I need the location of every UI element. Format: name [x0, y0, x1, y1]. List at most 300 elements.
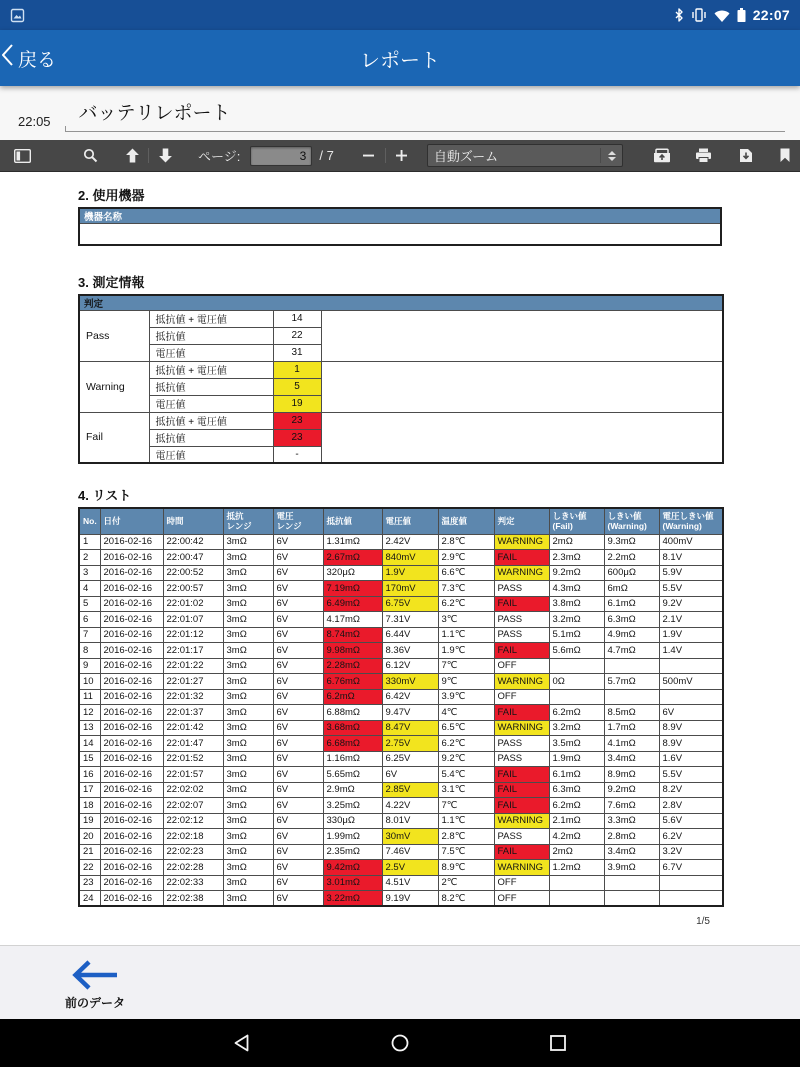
- page-number-input[interactable]: [250, 146, 312, 166]
- cell-threshold-fail: 2.1mΩ: [549, 813, 604, 829]
- cell-no: 5: [79, 596, 100, 612]
- bluetooth-icon: [674, 8, 684, 22]
- cell-no: 24: [79, 891, 100, 907]
- cell-voltage-range: 6V: [273, 860, 323, 876]
- cell-temperature-value: 9℃: [438, 674, 494, 690]
- cell-temperature-value: 2.8℃: [438, 534, 494, 550]
- cell-time: 22:02:28: [163, 860, 223, 876]
- cell-voltage-threshold-warning: 5.5V: [659, 767, 723, 783]
- cell-voltage-range: 6V: [273, 565, 323, 581]
- list-row: [79, 767, 723, 783]
- judge-criteria: 電圧値: [149, 395, 273, 412]
- cell-time: 22:02:07: [163, 798, 223, 814]
- zoom-out-icon: [362, 149, 375, 162]
- cell-voltage-threshold-warning: 400mV: [659, 534, 723, 550]
- list-col-header: 日付: [100, 508, 163, 534]
- cell-threshold-warning: [604, 658, 659, 674]
- cell-threshold-fail: 3.2mΩ: [549, 612, 604, 628]
- list-row: [79, 627, 723, 643]
- cell-voltage-range: 6V: [273, 596, 323, 612]
- cell-judgment: OFF: [494, 875, 549, 891]
- cell-no: 1: [79, 534, 100, 550]
- cell-voltage-value: 4.51V: [382, 875, 438, 891]
- cell-resistance-value: 1.31mΩ: [323, 534, 382, 550]
- pdf-page[interactable]: [0, 172, 800, 945]
- cell-no: 6: [79, 612, 100, 628]
- cell-date: 2016-02-16: [100, 891, 163, 907]
- cell-time: 22:01:02: [163, 596, 223, 612]
- cell-temperature-value: 1.9℃: [438, 643, 494, 659]
- cell-voltage-value: 4.22V: [382, 798, 438, 814]
- cell-voltage-value: 8.36V: [382, 643, 438, 659]
- cell-temperature-value: 6.2℃: [438, 736, 494, 752]
- cell-resistance-range: 3mΩ: [223, 798, 273, 814]
- cell-judgment: PASS: [494, 627, 549, 643]
- cell-resistance-value: 6.68mΩ: [323, 736, 382, 752]
- cell-time: 22:01:47: [163, 736, 223, 752]
- cell-date: 2016-02-16: [100, 534, 163, 550]
- nav-recents-button[interactable]: [538, 1023, 578, 1063]
- cell-voltage-threshold-warning: 8.1V: [659, 550, 723, 566]
- list-row: [79, 705, 723, 721]
- cell-voltage-range: 6V: [273, 767, 323, 783]
- cell-threshold-fail: 6.2mΩ: [549, 798, 604, 814]
- left-arrow-icon: [71, 958, 119, 992]
- cell-no: 10: [79, 674, 100, 690]
- cell-resistance-value: 7.19mΩ: [323, 581, 382, 597]
- page-title: レポート: [360, 49, 440, 72]
- list-row: [79, 658, 723, 674]
- judge-criteria: 抵抗値: [149, 378, 273, 395]
- cell-voltage-range: 6V: [273, 658, 323, 674]
- list-row: [79, 534, 723, 550]
- cell-date: 2016-02-16: [100, 627, 163, 643]
- cell-temperature-value: 4℃: [438, 705, 494, 721]
- cell-resistance-range: 3mΩ: [223, 627, 273, 643]
- recents-icon: [548, 1033, 568, 1053]
- cell-voltage-threshold-warning: 2.8V: [659, 798, 723, 814]
- cell-resistance-value: 2.9mΩ: [323, 782, 382, 798]
- cell-time: 22:00:52: [163, 565, 223, 581]
- cell-judgment: WARNING: [494, 720, 549, 736]
- cell-voltage-value: 330mV: [382, 674, 438, 690]
- cell-voltage-range: 6V: [273, 627, 323, 643]
- cell-threshold-fail: 5.6mΩ: [549, 643, 604, 659]
- cell-voltage-value: 170mV: [382, 581, 438, 597]
- cell-voltage-threshold-warning: 8.9V: [659, 736, 723, 752]
- cell-no: 22: [79, 860, 100, 876]
- cell-voltage-range: 6V: [273, 643, 323, 659]
- cell-date: 2016-02-16: [100, 875, 163, 891]
- cell-threshold-warning: [604, 891, 659, 907]
- cell-no: 16: [79, 767, 100, 783]
- cell-resistance-range: 3mΩ: [223, 875, 273, 891]
- cell-time: 22:01:52: [163, 751, 223, 767]
- previous-data-button[interactable]: [50, 954, 140, 1011]
- cell-time: 22:00:42: [163, 534, 223, 550]
- judge-criteria: 電圧値: [149, 446, 273, 463]
- cell-voltage-value: 2.85V: [382, 782, 438, 798]
- cell-resistance-range: 3mΩ: [223, 565, 273, 581]
- judge-empty-cell: [321, 412, 723, 463]
- judge-criteria: 抵抗値: [149, 429, 273, 446]
- cell-threshold-fail: 4.3mΩ: [549, 581, 604, 597]
- cell-voltage-range: 6V: [273, 891, 323, 907]
- cell-temperature-value: 3℃: [438, 612, 494, 628]
- cell-voltage-threshold-warning: 6.2V: [659, 829, 723, 845]
- cell-judgment: FAIL: [494, 798, 549, 814]
- cell-date: 2016-02-16: [100, 767, 163, 783]
- list-row: [79, 751, 723, 767]
- cell-threshold-warning: 1.7mΩ: [604, 720, 659, 736]
- cell-judgment: PASS: [494, 612, 549, 628]
- list-tbody: [79, 534, 723, 906]
- cell-temperature-value: 7.3℃: [438, 581, 494, 597]
- list-row: [79, 689, 723, 705]
- cell-voltage-threshold-warning: 2.1V: [659, 612, 723, 628]
- list-col-header: No.: [79, 508, 100, 534]
- status-bar: [0, 0, 800, 30]
- judge-empty-cell: [321, 361, 723, 412]
- judge-count: 14: [273, 310, 321, 327]
- nav-back-button[interactable]: [222, 1023, 262, 1063]
- page-down-button[interactable]: [152, 143, 178, 169]
- cell-resistance-value: 8.74mΩ: [323, 627, 382, 643]
- cell-threshold-warning: 2.8mΩ: [604, 829, 659, 845]
- bookmark-button[interactable]: [772, 143, 798, 169]
- report-title: バッテリレポート: [78, 103, 231, 124]
- cell-date: 2016-02-16: [100, 705, 163, 721]
- sidebar-toggle-button[interactable]: [9, 143, 35, 169]
- list-row: [79, 565, 723, 581]
- cell-date: 2016-02-16: [100, 751, 163, 767]
- cell-resistance-range: 3mΩ: [223, 891, 273, 907]
- cell-voltage-value: 1.9V: [382, 565, 438, 581]
- cell-voltage-value: 6.42V: [382, 689, 438, 705]
- cell-resistance-range: 3mΩ: [223, 782, 273, 798]
- cell-resistance-value: 1.16mΩ: [323, 751, 382, 767]
- cell-resistance-range: 3mΩ: [223, 643, 273, 659]
- cell-resistance-range: 3mΩ: [223, 534, 273, 550]
- cell-voltage-range: 6V: [273, 875, 323, 891]
- judge-empty-cell: [321, 310, 723, 361]
- screenshot-icon: [10, 8, 25, 23]
- cell-voltage-threshold-warning: 500mV: [659, 674, 723, 690]
- bookmark-icon: [779, 148, 791, 163]
- cell-temperature-value: 2℃: [438, 875, 494, 891]
- cell-voltage-value: 2.42V: [382, 534, 438, 550]
- cell-threshold-warning: [604, 875, 659, 891]
- list-row: [79, 782, 723, 798]
- cell-voltage-range: 6V: [273, 813, 323, 829]
- cell-voltage-value: 9.19V: [382, 891, 438, 907]
- cell-no: 11: [79, 689, 100, 705]
- cell-threshold-warning: 7.6mΩ: [604, 798, 659, 814]
- cell-threshold-warning: 8.5mΩ: [604, 705, 659, 721]
- cell-date: 2016-02-16: [100, 844, 163, 860]
- cell-voltage-range: 6V: [273, 705, 323, 721]
- cell-threshold-warning: 8.9mΩ: [604, 767, 659, 783]
- list-col-header: 時間: [163, 508, 223, 534]
- cell-resistance-range: 3mΩ: [223, 720, 273, 736]
- cell-no: 15: [79, 751, 100, 767]
- cell-judgment: FAIL: [494, 643, 549, 659]
- zoom-in-button[interactable]: [389, 143, 415, 169]
- list-row: [79, 829, 723, 845]
- cell-threshold-fail: 4.2mΩ: [549, 829, 604, 845]
- cell-resistance-range: 3mΩ: [223, 844, 273, 860]
- cell-time: 22:02:38: [163, 891, 223, 907]
- cell-time: 22:00:47: [163, 550, 223, 566]
- section2-heading: 2. 使用機器: [78, 188, 145, 203]
- list-row: [79, 798, 723, 814]
- cell-no: 8: [79, 643, 100, 659]
- list-header-row: [79, 508, 723, 534]
- cell-date: 2016-02-16: [100, 658, 163, 674]
- list-row: [79, 736, 723, 752]
- cell-threshold-warning: 3.9mΩ: [604, 860, 659, 876]
- app-bar: [0, 30, 800, 86]
- cell-voltage-threshold-warning: 5.5V: [659, 581, 723, 597]
- judge-criteria: 抵抗値 + 電圧値: [149, 310, 273, 327]
- cell-voltage-threshold-warning: 1.6V: [659, 751, 723, 767]
- search-button[interactable]: [77, 143, 103, 169]
- judge-group-label: Warning: [79, 361, 149, 412]
- device-table: [78, 207, 722, 246]
- cell-judgment: FAIL: [494, 705, 549, 721]
- cell-resistance-range: 3mΩ: [223, 581, 273, 597]
- cell-no: 9: [79, 658, 100, 674]
- cell-resistance-range: 3mΩ: [223, 596, 273, 612]
- cell-threshold-warning: 9.2mΩ: [604, 782, 659, 798]
- open-file-icon: [653, 148, 671, 163]
- download-icon: [739, 148, 753, 163]
- cell-threshold-fail: 3.2mΩ: [549, 720, 604, 736]
- previous-data-label: 前のデータ: [64, 996, 125, 1010]
- cell-time: 22:01:37: [163, 705, 223, 721]
- pdf-toolbar: [0, 140, 800, 172]
- cell-voltage-value: 6.12V: [382, 658, 438, 674]
- cell-no: 21: [79, 844, 100, 860]
- page-up-button[interactable]: [119, 143, 145, 169]
- page-up-icon: [125, 148, 140, 163]
- cell-voltage-threshold-warning: [659, 875, 723, 891]
- nav-home-button[interactable]: [380, 1023, 420, 1063]
- page-total: / 7: [319, 148, 334, 163]
- cell-no: 19: [79, 813, 100, 829]
- list-col-header: しきい値 (Fail): [549, 508, 604, 534]
- cell-judgment: OFF: [494, 891, 549, 907]
- cell-threshold-warning: 6.1mΩ: [604, 596, 659, 612]
- cell-resistance-range: 3mΩ: [223, 705, 273, 721]
- open-file-button[interactable]: [649, 143, 675, 169]
- cell-judgment: FAIL: [494, 596, 549, 612]
- cell-voltage-value: 7.31V: [382, 612, 438, 628]
- judge-count: 5: [273, 378, 321, 395]
- cell-threshold-warning: 4.9mΩ: [604, 627, 659, 643]
- cell-threshold-fail: 5.1mΩ: [549, 627, 604, 643]
- cell-judgment: FAIL: [494, 767, 549, 783]
- pdf-page-number: 1/5: [696, 916, 710, 927]
- report-header-row: [0, 86, 800, 140]
- cell-voltage-range: 6V: [273, 798, 323, 814]
- list-col-header: 電圧値: [382, 508, 438, 534]
- search-icon: [83, 148, 98, 163]
- cell-time: 22:02:33: [163, 875, 223, 891]
- list-col-header: 抵抗 レンジ: [223, 508, 273, 534]
- cell-temperature-value: 7.5℃: [438, 844, 494, 860]
- judge-count: 1: [273, 361, 321, 378]
- cell-judgment: WARNING: [494, 534, 549, 550]
- cell-threshold-fail: 6.1mΩ: [549, 767, 604, 783]
- cell-threshold-warning: 6.3mΩ: [604, 612, 659, 628]
- judge-criteria: 電圧値: [149, 344, 273, 361]
- cell-judgment: FAIL: [494, 550, 549, 566]
- cell-judgment: OFF: [494, 658, 549, 674]
- cell-resistance-value: 2.67mΩ: [323, 550, 382, 566]
- cell-judgment: FAIL: [494, 844, 549, 860]
- select-caret-icon: [600, 148, 616, 163]
- cell-resistance-range: 3mΩ: [223, 550, 273, 566]
- cell-no: 14: [79, 736, 100, 752]
- cell-voltage-threshold-warning: 8.9V: [659, 720, 723, 736]
- cell-threshold-fail: 2.3mΩ: [549, 550, 604, 566]
- cell-resistance-value: 1.99mΩ: [323, 829, 382, 845]
- list-row: [79, 581, 723, 597]
- cell-threshold-fail: 0Ω: [549, 674, 604, 690]
- list-row: [79, 875, 723, 891]
- cell-judgment: WARNING: [494, 813, 549, 829]
- cell-threshold-fail: 2mΩ: [549, 844, 604, 860]
- zoom-out-button[interactable]: [356, 143, 382, 169]
- cell-resistance-value: 6.49mΩ: [323, 596, 382, 612]
- report-title-field[interactable]: [65, 98, 785, 132]
- print-button[interactable]: [691, 143, 717, 169]
- judge-tbody: [79, 310, 723, 463]
- cell-date: 2016-02-16: [100, 798, 163, 814]
- cell-date: 2016-02-16: [100, 782, 163, 798]
- cell-time: 22:00:57: [163, 581, 223, 597]
- cell-voltage-value: 30mV: [382, 829, 438, 845]
- cell-voltage-threshold-warning: 6.7V: [659, 860, 723, 876]
- cell-resistance-range: 3mΩ: [223, 813, 273, 829]
- cell-voltage-range: 6V: [273, 581, 323, 597]
- cell-date: 2016-02-16: [100, 596, 163, 612]
- home-icon: [390, 1033, 410, 1053]
- cell-voltage-value: 9.47V: [382, 705, 438, 721]
- list-col-header: 電圧 レンジ: [273, 508, 323, 534]
- cell-resistance-value: 9.42mΩ: [323, 860, 382, 876]
- cell-voltage-range: 6V: [273, 534, 323, 550]
- cell-threshold-fail: 3.8mΩ: [549, 596, 604, 612]
- cell-resistance-range: 3mΩ: [223, 736, 273, 752]
- cell-threshold-fail: 1.9mΩ: [549, 751, 604, 767]
- cell-threshold-warning: 3.4mΩ: [604, 751, 659, 767]
- cell-date: 2016-02-16: [100, 689, 163, 705]
- cell-resistance-range: 3mΩ: [223, 829, 273, 845]
- back-button-label: 戻る: [18, 49, 57, 71]
- list-col-header: 温度値: [438, 508, 494, 534]
- cell-temperature-value: 7℃: [438, 658, 494, 674]
- cell-voltage-range: 6V: [273, 844, 323, 860]
- cell-threshold-fail: [549, 891, 604, 907]
- cell-time: 22:01:32: [163, 689, 223, 705]
- cell-temperature-value: 8.2℃: [438, 891, 494, 907]
- cell-judgment: PASS: [494, 751, 549, 767]
- cell-time: 22:01:57: [163, 767, 223, 783]
- cell-threshold-fail: 6.3mΩ: [549, 782, 604, 798]
- cell-voltage-value: 7.46V: [382, 844, 438, 860]
- cell-resistance-range: 3mΩ: [223, 689, 273, 705]
- cell-voltage-threshold-warning: 5.6V: [659, 813, 723, 829]
- cell-resistance-value: 2.35mΩ: [323, 844, 382, 860]
- cell-threshold-fail: [549, 658, 604, 674]
- cell-date: 2016-02-16: [100, 581, 163, 597]
- cell-no: 13: [79, 720, 100, 736]
- cell-resistance-value: 4.17mΩ: [323, 612, 382, 628]
- list-row: [79, 891, 723, 907]
- cell-time: 22:01:17: [163, 643, 223, 659]
- cell-no: 20: [79, 829, 100, 845]
- cell-no: 2: [79, 550, 100, 566]
- cell-judgment: PASS: [494, 829, 549, 845]
- cell-voltage-threshold-warning: [659, 658, 723, 674]
- judge-criteria: 抵抗値: [149, 327, 273, 344]
- list-col-header: 判定: [494, 508, 549, 534]
- cell-voltage-value: 2.5V: [382, 860, 438, 876]
- cell-date: 2016-02-16: [100, 643, 163, 659]
- cell-temperature-value: 6.5℃: [438, 720, 494, 736]
- cell-threshold-fail: [549, 689, 604, 705]
- judge-table: [78, 294, 724, 465]
- cell-time: 22:01:27: [163, 674, 223, 690]
- download-button[interactable]: [733, 143, 759, 169]
- cell-no: 23: [79, 875, 100, 891]
- judge-table-header: 判定: [79, 295, 723, 311]
- cell-date: 2016-02-16: [100, 829, 163, 845]
- cell-judgment: WARNING: [494, 674, 549, 690]
- device-name-cell: [79, 224, 721, 245]
- cell-time: 22:01:12: [163, 627, 223, 643]
- cell-date: 2016-02-16: [100, 550, 163, 566]
- zoom-select[interactable]: [427, 144, 623, 167]
- print-icon: [695, 148, 712, 163]
- cell-resistance-range: 3mΩ: [223, 767, 273, 783]
- cell-temperature-value: 7℃: [438, 798, 494, 814]
- cell-resistance-value: 3.22mΩ: [323, 891, 382, 907]
- battery-icon: [737, 8, 746, 22]
- cell-voltage-value: 6.44V: [382, 627, 438, 643]
- cell-resistance-value: 320μΩ: [323, 565, 382, 581]
- judge-row: [79, 361, 723, 378]
- judge-count: 19: [273, 395, 321, 412]
- cell-judgment: FAIL: [494, 782, 549, 798]
- cell-resistance-value: 330μΩ: [323, 813, 382, 829]
- cell-no: 7: [79, 627, 100, 643]
- cell-voltage-range: 6V: [273, 674, 323, 690]
- cell-voltage-value: 6V: [382, 767, 438, 783]
- page-down-icon: [158, 148, 173, 163]
- judge-row: [79, 412, 723, 429]
- cell-resistance-value: 2.28mΩ: [323, 658, 382, 674]
- cell-resistance-value: 9.98mΩ: [323, 643, 382, 659]
- back-icon: [232, 1033, 252, 1053]
- cell-resistance-range: 3mΩ: [223, 674, 273, 690]
- cell-resistance-value: 6.76mΩ: [323, 674, 382, 690]
- cell-date: 2016-02-16: [100, 736, 163, 752]
- cell-threshold-fail: 3.5mΩ: [549, 736, 604, 752]
- cell-threshold-warning: 3.4mΩ: [604, 844, 659, 860]
